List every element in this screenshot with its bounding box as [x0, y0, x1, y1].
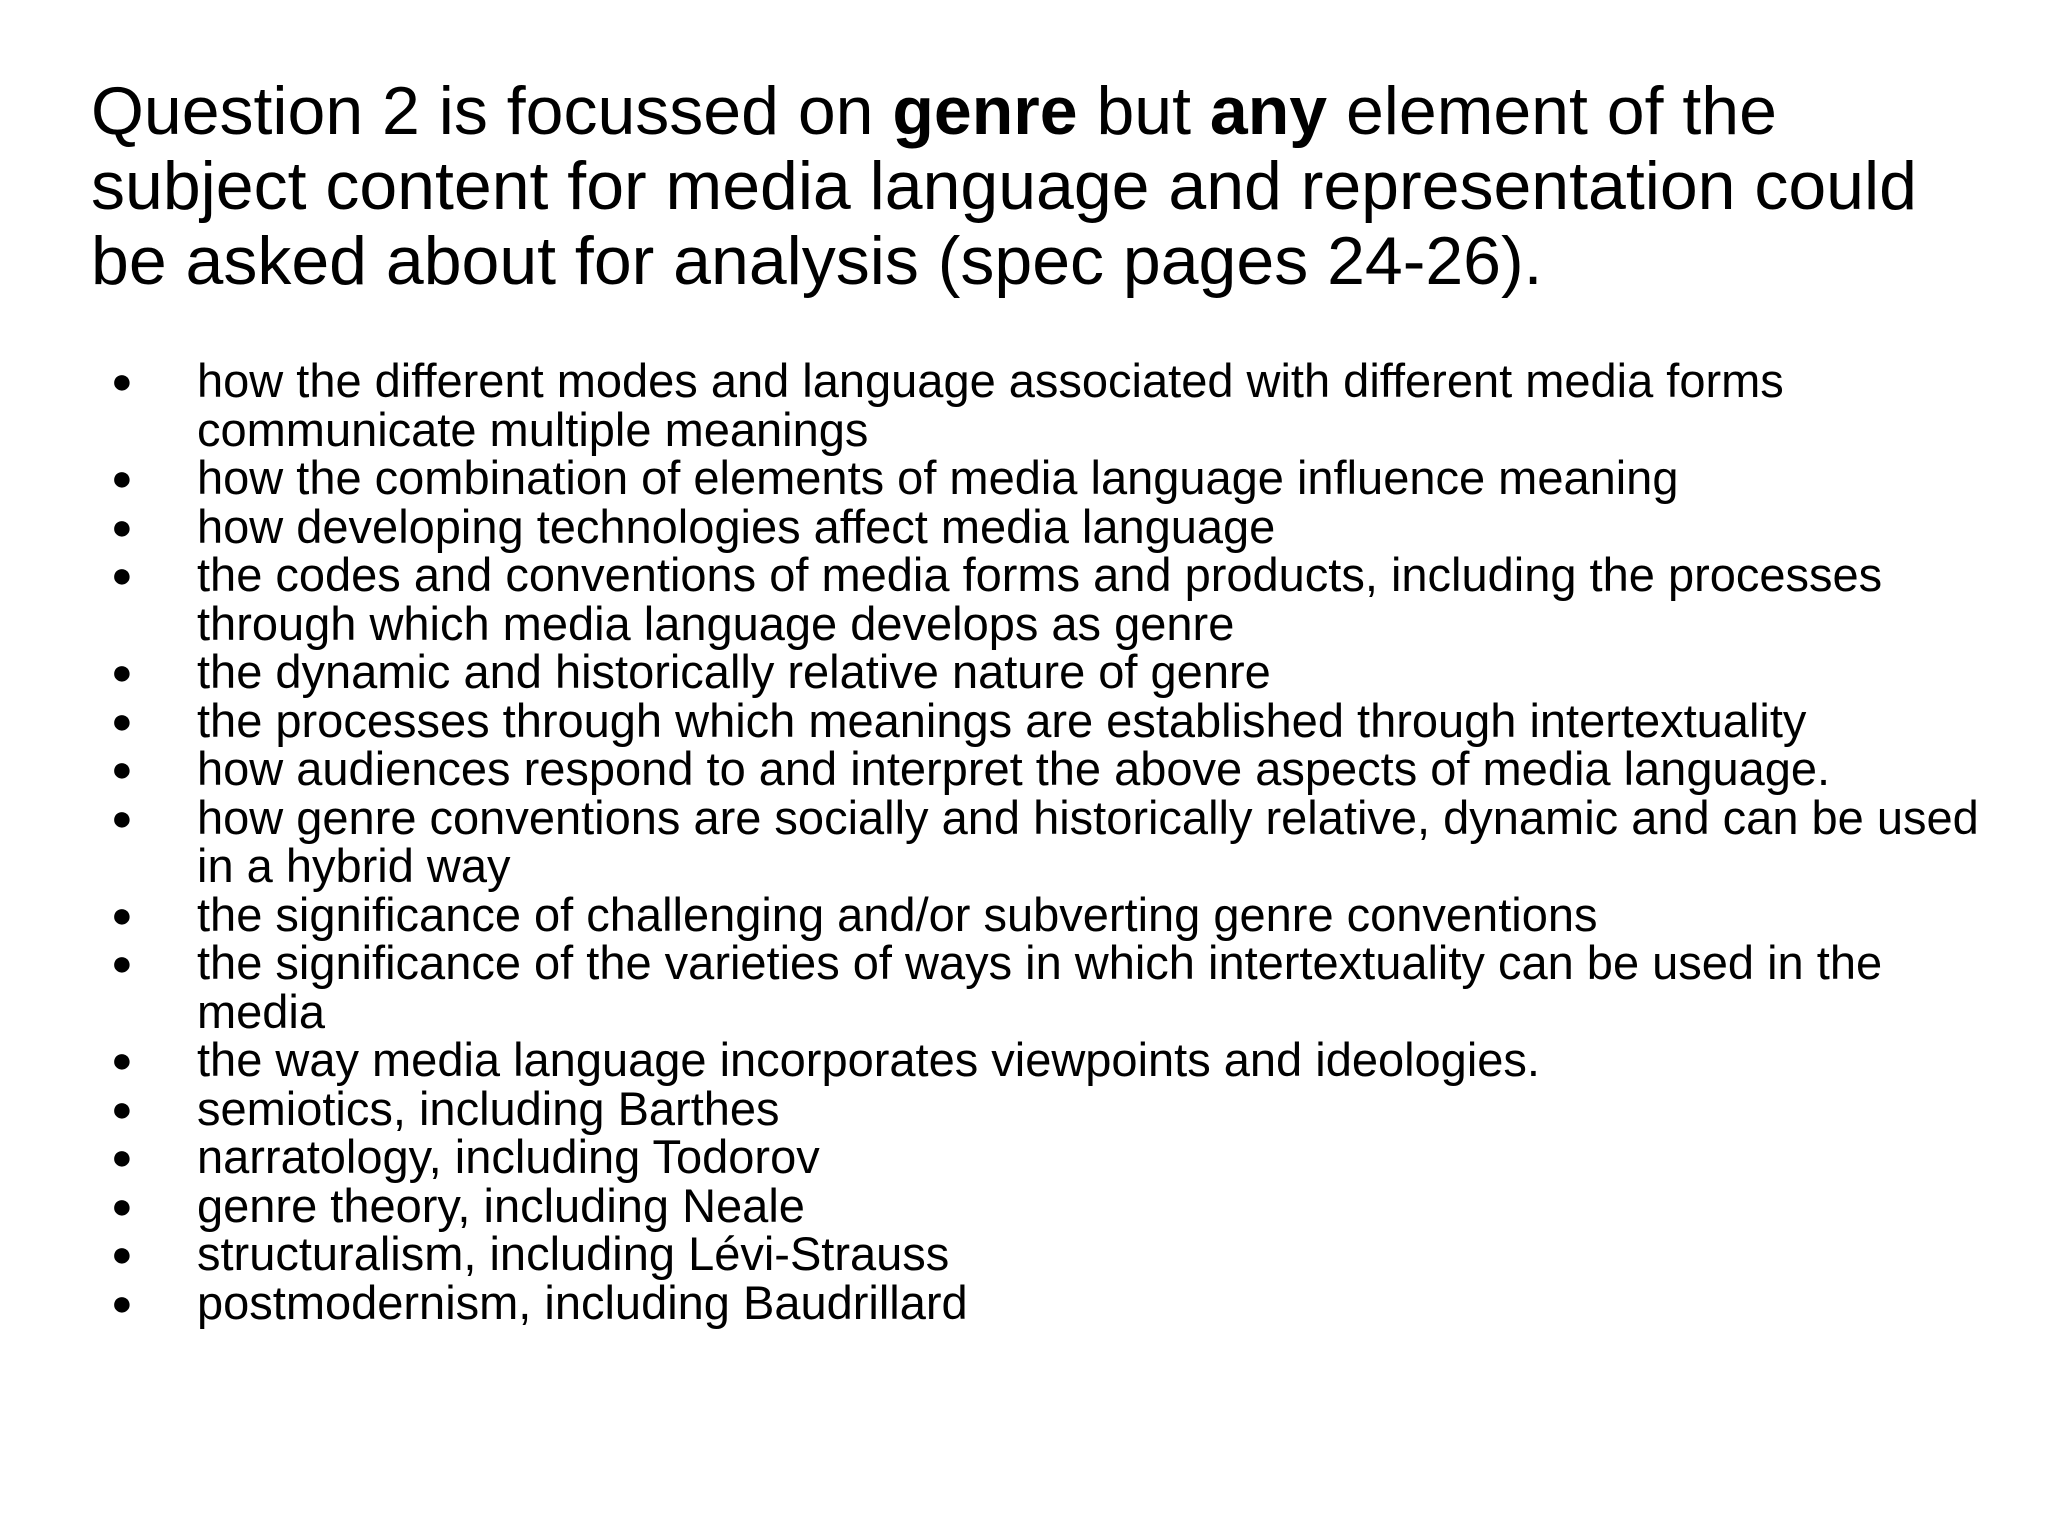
bullet-icon: ● — [111, 796, 133, 838]
bullet-icon: ● — [111, 651, 133, 692]
heading-bold-genre: genre — [892, 73, 1078, 149]
list-item — [0, 1130, 2048, 1183]
bullet-icon: ● — [111, 1136, 133, 1177]
list-item-text: genre theory, including Neale — [197, 1178, 805, 1232]
list-item — [0, 936, 2048, 1038]
list-item-text: the dynamic and historically relative nature of genre — [197, 645, 1271, 698]
bullet-icon: ● — [111, 1184, 133, 1226]
heading-text-1: Question 2 is focussed on — [91, 73, 893, 149]
list-item — [0, 1227, 2048, 1280]
list-item-text: how developing technologies affect media language — [197, 499, 1276, 553]
list-item-text: narratology, including Todorov — [197, 1130, 820, 1183]
bullet-icon: ● — [111, 1233, 133, 1274]
list-item-text: the codes and conventions of media forms and products, including the processes through which media language develops as genre — [197, 548, 1883, 650]
list-item — [0, 742, 2048, 795]
bullet-icon: ● — [111, 1281, 133, 1323]
bullet-icon: ● — [111, 360, 133, 401]
heading-text-3: element of the subject content for media language and representation could be asked about for analysis (spec pages 24-26). — [91, 73, 1917, 299]
list-item-text: how audiences respond to and interpret the above aspects of media language. — [197, 742, 1831, 795]
list-item-text: how the different modes and language associated with different media forms communicate multiple meanings — [197, 354, 1784, 456]
list-item-text: how genre conventions are socially and historically relative, dynamic and can be used in a hybrid way — [197, 790, 1979, 892]
bullet-icon: ● — [111, 942, 133, 983]
list-item-text: the significance of challenging and/or subverting genre conventions — [197, 887, 1598, 941]
list-item — [0, 548, 2048, 650]
heading-text-2: but — [1077, 73, 1210, 149]
topic-list — [0, 354, 2048, 1329]
list-item — [0, 1081, 2048, 1135]
list-item-text: semiotics, including Barthes — [197, 1081, 780, 1135]
list-item — [0, 451, 2048, 504]
bullet-icon: ● — [111, 457, 133, 498]
bullet-icon: ● — [111, 748, 133, 789]
list-item-text: the processes through which meanings are established through intertextuality — [197, 693, 1807, 747]
bullet-icon: ● — [111, 554, 133, 595]
list-item — [0, 499, 2048, 553]
list-item-text: the way media language incorporates viewpoints and ideologies. — [197, 1033, 1540, 1086]
list-item — [0, 645, 2048, 698]
list-item — [0, 887, 2048, 941]
list-item — [0, 354, 2048, 456]
bullet-icon: ● — [111, 505, 133, 547]
bullet-icon: ● — [111, 893, 133, 935]
list-item-text: structuralism, including Lévi-Strauss — [197, 1227, 950, 1280]
bullet-icon: ● — [111, 1087, 133, 1129]
bullet-icon: ● — [111, 699, 133, 741]
list-item-text: postmodernism, including Baudrillard — [197, 1275, 968, 1329]
list-item — [0, 693, 2048, 747]
slide-heading — [91, 74, 1991, 299]
list-item — [0, 1033, 2048, 1086]
list-item — [0, 1178, 2048, 1232]
heading-bold-any: any — [1209, 73, 1328, 149]
list-item — [0, 790, 2048, 892]
list-item-text: how the combination of elements of media language influence meaning — [197, 451, 1679, 504]
list-item-text: the significance of the varieties of ways in which intertextuality can be used in the media — [197, 936, 1883, 1038]
bullet-icon: ● — [111, 1039, 133, 1080]
list-item — [0, 1275, 2048, 1329]
